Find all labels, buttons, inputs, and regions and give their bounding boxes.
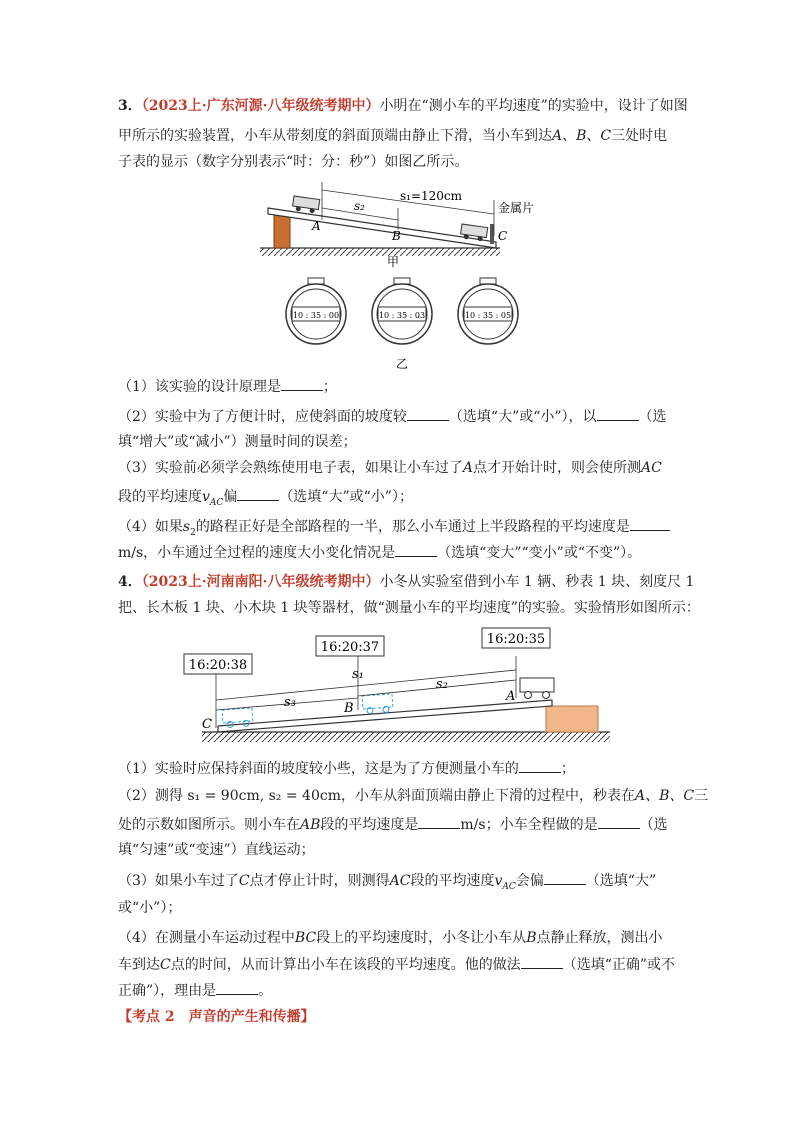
q4-text: 处的示数如图所示。则小车在 <box>118 817 300 833</box>
answer-blank[interactable] <box>521 954 563 969</box>
q4-text: 。 <box>258 983 273 999</box>
point-labels: A、B、C <box>634 788 695 804</box>
distance-symbol: s <box>182 519 191 535</box>
q4-item-3-cont <box>118 898 678 918</box>
answer-blank[interactable] <box>544 870 586 885</box>
point-label: C <box>238 873 250 889</box>
q3-text: 的路程正好是全部路程的一半，那么小车通过上半段路程的平均速度是 <box>195 519 630 535</box>
label-B: B <box>344 701 354 716</box>
q4-item-2-cont <box>118 814 678 835</box>
label-C: C <box>202 717 212 732</box>
metal-label: 金属片 <box>498 201 535 215</box>
q3-text: ； <box>322 379 337 395</box>
s1-label: s₁ <box>352 667 364 682</box>
clock-3 <box>458 278 518 344</box>
q3-text: （3）实验前必须学会熟练使用电子表，如果让小车过了 <box>118 460 463 476</box>
s1-label: s₁=120cm <box>400 189 463 203</box>
q3-source: （2023上·广东河源·八年级统考期中） <box>141 98 380 114</box>
q4-text: （1）实验时应保持斜面的坡度较小些，这是为了方便测量小车的 <box>118 761 519 777</box>
point-label: B <box>576 128 587 144</box>
label-C: C <box>498 229 508 243</box>
q4-source: （2023上·河南南阳·八年级统考期中） <box>141 574 380 590</box>
velocity-subscript: AC <box>502 881 516 892</box>
q3-text: 偏 <box>223 489 238 505</box>
q3-text: 点才开始计时，则会使所测 <box>473 460 642 476</box>
q4-text: 或“小”）； <box>118 900 182 916</box>
q4-item-2-cont2 <box>118 840 678 860</box>
fig-yi-label: 乙 <box>396 357 409 370</box>
q3-line-2 <box>118 126 678 146</box>
q3-item-2-cont <box>118 432 678 452</box>
time-C: 16:20:38 <box>188 658 248 673</box>
q4-text: （选 <box>639 817 668 833</box>
sep: 、 <box>562 128 577 144</box>
clock-reading: 10 : 35 : 00 <box>292 311 340 320</box>
q4-text: 三 <box>694 788 709 804</box>
q4-text: 段的平均速度 <box>410 873 495 889</box>
ground <box>260 248 500 256</box>
q4-item-4-cont2 <box>118 980 678 1001</box>
q3-item-4-cont <box>118 542 678 563</box>
q3-item-1 <box>118 376 678 397</box>
answer-blank[interactable] <box>519 758 561 773</box>
q4-text: 会偏 <box>515 873 544 889</box>
q4-text: （选填“正确”或不 <box>562 957 676 973</box>
answer-blank[interactable] <box>407 406 449 421</box>
q4-text: 把、长木板 1 块、小木块 1 块等器材，做“测量小车的平均速度”的实验。实验情形如图所示： <box>118 600 700 616</box>
q4-text: 车到达 <box>118 957 160 973</box>
velocity-subscript: AC <box>209 497 224 508</box>
clock-reading: 10 : 35 : 05 <box>464 311 512 320</box>
label-B: B <box>392 229 401 243</box>
q4-line-1 <box>118 572 695 592</box>
q3-text: （2）实验中为了方便计时，应使斜面的坡度较 <box>118 409 407 425</box>
q3-text: 段的平均速度 <box>118 489 202 505</box>
clock-1 <box>286 278 346 344</box>
q4-text: 段的平均速度是 <box>320 817 419 833</box>
q3-text: （选填“大”或“小”），以 <box>448 409 597 425</box>
q3-line-1 <box>118 96 688 116</box>
q3-text: （选 <box>638 409 667 425</box>
answer-blank[interactable] <box>216 980 258 995</box>
q4-text: 小冬从实验室借到小车 1 辆、秒表 1 块、刻度尺 1 <box>379 574 695 590</box>
wooden-block <box>274 214 290 248</box>
answer-blank[interactable] <box>237 486 279 501</box>
answer-blank[interactable] <box>598 814 640 829</box>
q4-item-4 <box>118 928 678 948</box>
answer-blank[interactable] <box>418 814 460 829</box>
answer-blank[interactable] <box>281 376 323 391</box>
q4-item-3 <box>118 870 678 897</box>
q3-text: 三处时电 <box>611 128 668 144</box>
q3-item-3-cont <box>118 486 678 513</box>
cart-at-A <box>520 678 554 699</box>
sep: 、 <box>586 128 601 144</box>
point-label: C <box>160 957 171 973</box>
incline-figure-q4 <box>180 626 612 750</box>
answer-blank[interactable] <box>597 406 639 421</box>
q3-text: 小明在“测小车的平均速度”的实验中，设计了如图 <box>379 98 688 114</box>
s2-label: s₂ <box>436 677 448 692</box>
q3-item-4 <box>118 516 678 543</box>
q4-text: 填“匀速”或“变速”）直线运动； <box>118 842 315 858</box>
cart-at-A <box>292 196 320 214</box>
q4-text: 点的时间，从而计算出小车在该段的平均速度。他的做法 <box>170 957 521 973</box>
ground <box>202 732 610 742</box>
q3-text: 填“增大”或“减小”）测量时间的误差； <box>118 434 357 450</box>
q3-text: 子表的显示（数字分别表示“时：分：秒”）如图乙所示。 <box>118 154 469 170</box>
section-heading: 【考点 2 声音的产生和传播】 <box>118 1009 315 1025</box>
point-label: A <box>552 128 563 144</box>
q4-item-4-cont <box>118 954 678 975</box>
s2-label: s₂ <box>354 199 365 213</box>
q3-item-2 <box>118 406 678 427</box>
q4-item-2 <box>118 786 709 806</box>
q3-text: （1）该实验的设计原理是 <box>118 379 281 395</box>
clock-2 <box>372 278 432 344</box>
q3-text: 甲所示的实验装置，小车从带刻度的斜面顶端由静止下滑，当小车到达 <box>118 128 552 144</box>
metal-strip <box>490 224 494 244</box>
segment-label: AC <box>641 460 662 476</box>
q4-text: （3）如果小车过了 <box>118 873 239 889</box>
q4-text: ； <box>560 761 575 777</box>
incline-board <box>218 700 552 732</box>
q4-text: 点静止释放，测出小 <box>536 930 663 946</box>
q3-text: （4）如果 <box>118 519 183 535</box>
s3-label: s₃ <box>284 695 296 710</box>
clock-reading: 10 : 35 : 03 <box>378 311 426 320</box>
answer-blank[interactable] <box>630 516 670 531</box>
point-label: A <box>462 460 474 476</box>
label-A: A <box>506 689 516 704</box>
distance-subscript: 2 <box>190 527 196 538</box>
point-label: C <box>600 128 612 144</box>
q4-text: 点才停止计时，则测得 <box>249 873 390 889</box>
point-label: B <box>526 930 537 946</box>
q3-text: （选填“变大”“变小”或“不变”）。 <box>437 545 642 561</box>
velocity-symbol: v <box>494 873 503 889</box>
q3-line-3 <box>118 152 678 172</box>
label-A: A <box>312 219 321 233</box>
clocks-figure-yi <box>280 274 530 370</box>
segment-label: AC <box>389 873 411 889</box>
q4-text: （4）在测量小车运动过程中 <box>118 930 295 946</box>
q4-text: 段上的平均速度时，小冬让小车从 <box>316 930 527 946</box>
incline-figure-jia <box>250 178 540 268</box>
cart-at-B-dashed <box>362 694 393 714</box>
q3-text: m/s，小车通过全过程的速度大小变化情况是 <box>118 545 396 561</box>
velocity-symbol: v <box>202 489 210 505</box>
fig-jia-label: 甲 <box>387 255 400 268</box>
q3-item-3 <box>118 458 678 478</box>
support-block <box>546 706 598 732</box>
segment-label: AB <box>300 817 321 833</box>
answer-blank[interactable] <box>395 542 437 557</box>
q4-text: m/s；小车全程做的是 <box>460 817 598 833</box>
segment-label: BC <box>294 930 317 946</box>
q4-line-2 <box>118 598 700 618</box>
q4-text: （2）测得 s₁ = 90cm, s₂ = 40cm，小车从斜面顶端由静止下滑的过程中，秒表在 <box>118 788 635 804</box>
time-B: 16:20:37 <box>320 640 380 655</box>
time-A: 16:20:35 <box>486 632 546 647</box>
q4-text: 正确”），理由是 <box>118 983 217 999</box>
q3-number: 3． <box>118 98 142 114</box>
q4-text: （选填“大” <box>585 873 657 889</box>
q4-item-1 <box>118 758 678 779</box>
q3-text: （选填“大”或“小”）； <box>279 489 413 505</box>
q4-number: 4． <box>118 574 142 590</box>
